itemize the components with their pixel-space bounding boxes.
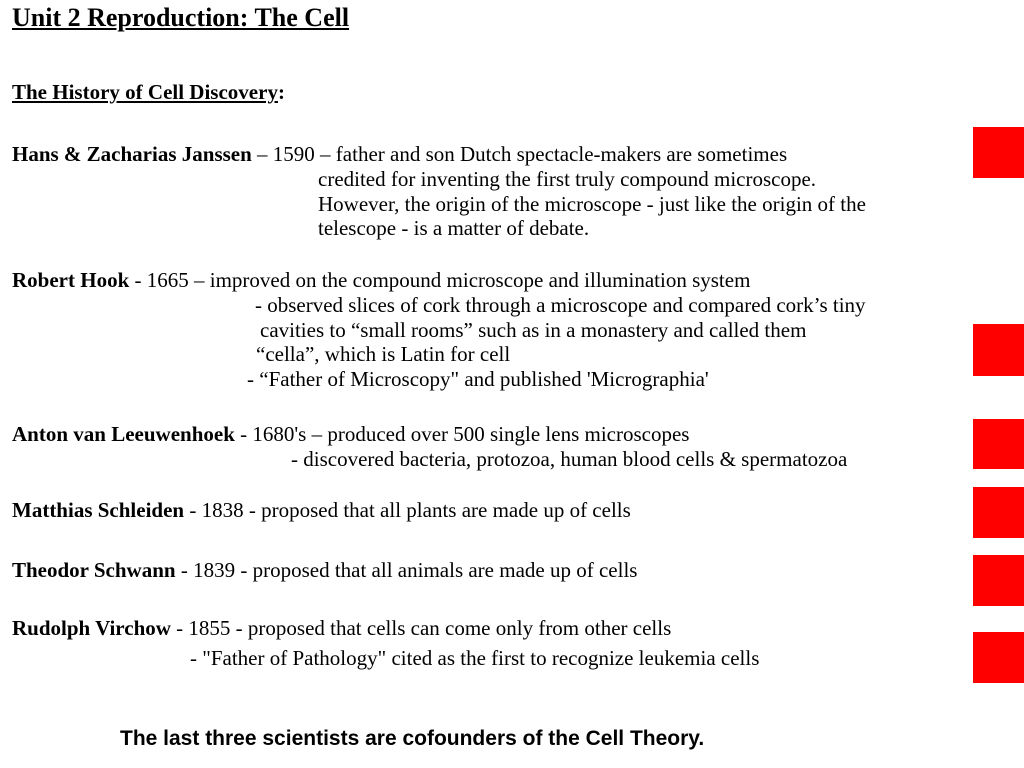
entry-schwann-line-1 — [12, 558, 637, 583]
entry-schleiden-text-1: - 1838 - proposed that all plants are made up of cells — [184, 498, 631, 522]
scientist-name-leeuwenhoek: Anton van Leeuwenhoek — [12, 422, 235, 446]
section-heading — [12, 80, 285, 105]
entry-leeuwenhoek-line-2: - discovered bacteria, protozoa, human blood cells & spermatozoa — [291, 447, 848, 471]
red-marker-schwann — [973, 555, 1024, 606]
entry-hook-line-2: - observed slices of cork through a microscope and compared cork’s tiny — [255, 293, 866, 317]
entry-janssen-line-3: However, the origin of the microscope - just like the origin of the — [318, 192, 866, 216]
entry-schwann-text-1: - 1839 - proposed that all animals are made up of cells — [175, 558, 638, 582]
entry-hook-line-5: - “Father of Microscopy" and published 'Micrographia' — [247, 367, 709, 391]
entry-janssen-line-4: telescope - is a matter of debate. — [318, 216, 590, 240]
entry-janssen-line-2: credited for inventing the first truly compound microscope. — [318, 167, 817, 191]
page-title: Unit 2 Reproduction: The Cell — [12, 3, 350, 32]
scientist-name-schwann: Theodor Schwann — [12, 558, 176, 582]
entry-hook-line-1 — [12, 268, 750, 293]
footer-note: The last three scientists are cofounders of the Cell Theory. — [120, 727, 705, 750]
entry-hook-text-1: - 1665 – improved on the compound microscope and illumination system — [129, 268, 751, 292]
scientist-name-schleiden: Matthias Schleiden — [12, 498, 185, 522]
scientist-name-hook: Robert Hook — [12, 268, 130, 292]
red-marker-janssen — [973, 127, 1024, 178]
entry-virchow-text-1: - 1855 - proposed that cells can come only from other cells — [170, 616, 672, 640]
scientist-name-janssen: Hans & Zacharias Janssen — [12, 142, 252, 166]
entry-hook-line-3: cavities to “small rooms” such as in a monastery and called them — [260, 318, 807, 342]
entry-virchow-line-1 — [12, 616, 671, 641]
section-heading-colon: : — [277, 80, 285, 104]
red-marker-virchow — [973, 632, 1024, 683]
entry-virchow-line-2: - "Father of Pathology" cited as the first to recognize leukemia cells — [190, 646, 760, 670]
scientist-name-virchow: Rudolph Virchow — [12, 616, 171, 640]
entry-leeuwenhoek-line-1 — [12, 422, 689, 447]
red-marker-leeuwenhoek — [973, 419, 1024, 469]
entry-leeuwenhoek-text-1: - 1680's – produced over 500 single lens microscopes — [234, 422, 690, 446]
red-marker-hook — [973, 324, 1024, 376]
section-heading-text: The History of Cell Discovery — [12, 80, 278, 104]
entry-janssen-text-1: – 1590 – father and son Dutch spectacle-makers are sometimes — [251, 142, 788, 166]
entry-janssen-line-1 — [12, 142, 787, 167]
entry-hook-line-4: “cella”, which is Latin for cell — [256, 342, 511, 366]
entry-schleiden-line-1 — [12, 498, 631, 523]
red-marker-schleiden — [973, 487, 1024, 538]
